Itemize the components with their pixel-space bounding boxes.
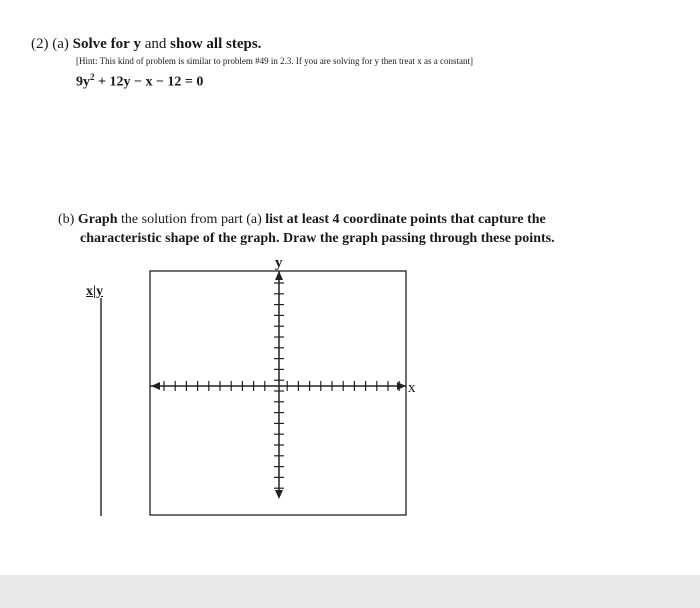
part-a-prefix: Solve for xyxy=(72,36,130,52)
part-a-middle: and xyxy=(144,36,167,52)
question-number: (2) xyxy=(31,36,49,52)
hint-text: [Hint: This kind of problem is similar to problem #49 in 2.3. If you are solving for y then treat x as a constant] xyxy=(76,56,474,66)
part-b-line1-mid: the solution from part (a) xyxy=(121,212,262,227)
part-a-suffix: show all steps. xyxy=(170,36,262,52)
graph-frame xyxy=(150,271,406,515)
equation-exponent: 2 xyxy=(90,72,95,82)
part-b-label: (b) xyxy=(58,212,75,227)
y-axis-down-arrow xyxy=(275,490,283,499)
table-divider: | xyxy=(93,284,97,299)
equation-rest: + 12y − x − 12 = 0 xyxy=(94,74,204,90)
table-x-header: x xyxy=(86,284,93,299)
x-axis-left-arrow xyxy=(151,382,160,390)
part-b-graph-word: Graph xyxy=(77,212,118,227)
graph-x-label: x xyxy=(408,380,416,396)
part-b-line1-bold: list at least 4 coordinate points that capture the xyxy=(265,212,546,227)
part-b-line-2: characteristic shape of the graph. Draw the graph passing through these points. xyxy=(80,231,555,246)
equation-term-1: 9y xyxy=(76,74,90,90)
y-axis-up-arrow xyxy=(275,271,283,280)
part-a-variable: y xyxy=(133,36,141,52)
x-axis-right-arrow xyxy=(397,382,406,390)
page-bottom-band xyxy=(0,575,700,608)
part-a-label: (a) xyxy=(52,36,69,52)
graph-y-label: y xyxy=(275,255,283,271)
table-y-header: y xyxy=(96,284,104,299)
